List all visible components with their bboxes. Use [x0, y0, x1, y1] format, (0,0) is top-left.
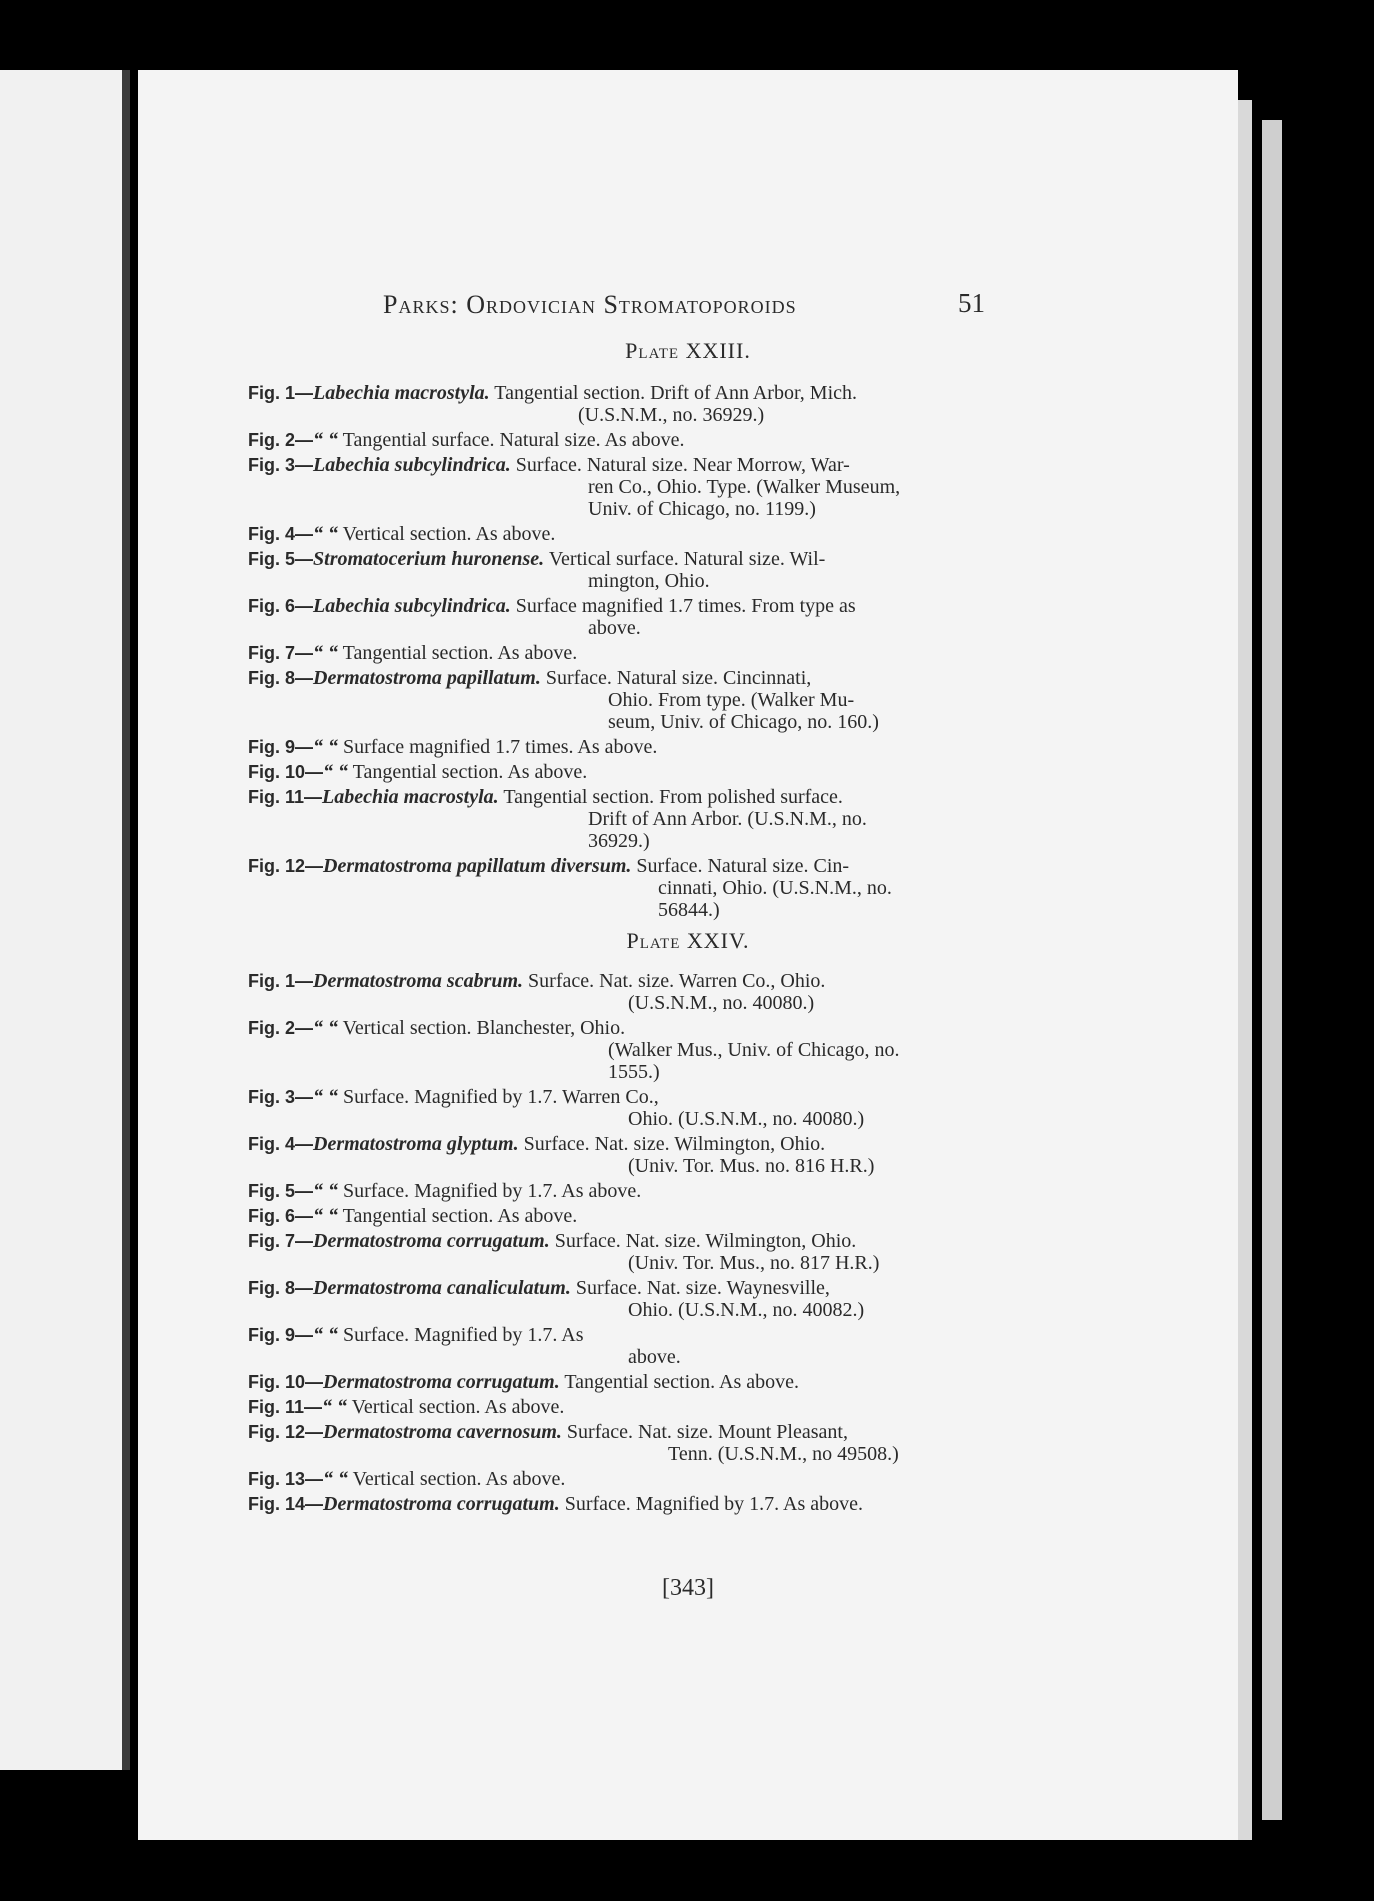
figure-label: Fig. 9— [248, 737, 314, 757]
caption-continuation: Ohio. (U.S.N.M., no. 40080.) [628, 1108, 865, 1130]
figure-caption [248, 736, 1128, 758]
caption-continuation: Ohio. From type. (Walker Mu- [608, 689, 855, 711]
figure-label: Fig. 4— [248, 524, 314, 544]
species-name: Dermatostroma cavernosum. [323, 1421, 562, 1443]
figure-caption [248, 970, 1128, 1014]
figure-caption [248, 1396, 1128, 1418]
figure-caption [248, 1230, 1128, 1274]
figure-label: Fig. 4— [248, 1134, 314, 1154]
figure-label: Fig. 6— [248, 596, 314, 616]
figure-label: Fig. 9— [248, 1325, 314, 1345]
caption-continuation: 36929.) [588, 830, 650, 852]
figure-caption [248, 523, 1128, 545]
caption-continuation: ren Co., Ohio. Type. (Walker Museum, [588, 476, 901, 498]
figure-caption [248, 429, 1128, 451]
figure-caption [248, 1017, 1128, 1083]
caption-continuation: cinnati, Ohio. (U.S.N.M., no. [658, 877, 892, 899]
species-name: Dermatostroma corrugatum. [313, 1230, 550, 1252]
caption-text: Surface. Natural size. Cin- [636, 855, 850, 877]
species-name: Dermatostroma papillatum diversum. [323, 855, 632, 877]
caption-text: Vertical section. As above. [342, 523, 556, 545]
caption-text: Surface. Nat. size. Warren Co., Ohio. [528, 970, 826, 992]
caption-continuation: (Walker Mus., Univ. of Chicago, no. [608, 1039, 900, 1061]
caption-continuation: (Univ. Tor. Mus., no. 817 H.R.) [628, 1252, 880, 1274]
caption-text: Surface. Magnified by 1.7. As above. [564, 1493, 863, 1515]
plate-xxiv-title: Plate XXIV. [626, 928, 750, 953]
caption-text: Tangential section. Drift of Ann Arbor, Mich. [494, 382, 858, 404]
figure-caption [248, 382, 1128, 426]
species-name: “ “ [313, 1180, 339, 1202]
species-name: Labechia subcylindrica. [313, 454, 511, 476]
caption-text: Surface. Natural size. Near Morrow, War- [515, 454, 850, 476]
figure-label: Fig. 1— [248, 971, 314, 991]
species-name: Dermatostroma canaliculatum. [313, 1277, 571, 1299]
species-name: “ “ [323, 761, 349, 783]
species-name: Stromatocerium huronense. [313, 548, 545, 570]
caption-continuation: seum, Univ. of Chicago, no. 160.) [608, 711, 879, 733]
caption-text: Tangential section. As above. [352, 761, 588, 783]
figure-label: Fig. 11— [248, 787, 323, 807]
page-edge [1238, 100, 1252, 1840]
figure-caption [248, 642, 1128, 664]
plate-xxiii-title: Plate XXIII. [625, 338, 751, 363]
caption-continuation: mington, Ohio. [588, 570, 710, 592]
caption-text: Surface. Magnified by 1.7. As [343, 1324, 584, 1346]
caption-text: Surface. Nat. size. Mount Pleasant, [566, 1421, 848, 1443]
caption-text: Tangential section. As above. [342, 1205, 578, 1227]
species-name: “ “ [323, 1468, 349, 1490]
species-name: “ “ [313, 429, 339, 451]
caption-text: Surface magnified 1.7 times. As above. [343, 736, 658, 758]
caption-continuation: Ohio. (U.S.N.M., no. 40082.) [628, 1299, 865, 1321]
species-name: “ “ [313, 1324, 339, 1346]
caption-continuation: Tenn. (U.S.N.M., no 49508.) [668, 1443, 899, 1465]
facing-page [0, 70, 130, 1770]
species-name: Labechia macrostyla. [313, 382, 490, 404]
species-name: “ “ [322, 1396, 348, 1418]
species-name: Labechia subcylindrica. [313, 595, 511, 617]
figure-caption [248, 786, 1128, 852]
running-head: Parks: Ordovician Stromatoporoids [383, 290, 797, 319]
figure-caption [248, 1277, 1128, 1321]
figure-caption [248, 595, 1128, 639]
caption-text: Surface magnified 1.7 times. From type as [515, 595, 856, 617]
figure-label: Fig. 6— [248, 1206, 314, 1226]
figure-label: Fig. 8— [248, 668, 314, 688]
figure-caption [248, 761, 1128, 783]
figure-caption [248, 1086, 1128, 1130]
caption-continuation: Univ. of Chicago, no. 1199.) [588, 498, 816, 520]
bracket-page-number: [343] [662, 1575, 714, 1601]
caption-text: Vertical surface. Natural size. Wil- [548, 548, 826, 570]
figure-label: Fig. 7— [248, 1231, 314, 1251]
page-number: 51 [958, 288, 985, 318]
caption-continuation: 1555.) [608, 1061, 660, 1083]
species-name: Labechia macrostyla. [322, 786, 499, 808]
caption-continuation: (U.S.N.M., no. 40080.) [628, 992, 815, 1014]
figure-label: Fig. 10— [248, 762, 324, 782]
species-name: “ “ [313, 523, 339, 545]
species-name: Dermatostroma papillatum. [313, 667, 541, 689]
figure-label: Fig. 2— [248, 430, 314, 450]
figure-caption [248, 855, 1128, 921]
figure-caption [248, 1133, 1128, 1177]
figure-caption [248, 1180, 1128, 1202]
caption-text: Tangential section. As above. [342, 642, 578, 664]
caption-text: Vertical section. As above. [351, 1396, 565, 1418]
figure-label: Fig. 12— [248, 856, 324, 876]
caption-continuation: Drift of Ann Arbor. (U.S.N.M., no. [588, 808, 867, 830]
figure-label: Fig. 5— [248, 549, 314, 569]
caption-text: Surface. Magnified by 1.7. As above. [343, 1180, 642, 1202]
figure-label: Fig. 12— [248, 1422, 324, 1442]
species-name: “ “ [313, 736, 339, 758]
species-name: “ “ [313, 1017, 339, 1039]
figure-label: Fig. 5— [248, 1181, 314, 1201]
species-name: Dermatostroma corrugatum. [323, 1371, 560, 1393]
species-name: Dermatostroma glyptum. [313, 1133, 519, 1155]
species-name: “ “ [313, 1205, 339, 1227]
figure-caption [248, 1468, 1128, 1490]
species-name: “ “ [313, 1086, 339, 1108]
figure-caption [248, 1493, 1128, 1515]
caption-continuation: above. [628, 1346, 681, 1368]
caption-text: Surface. Nat. size. Waynesville, [575, 1277, 830, 1299]
book-page [138, 70, 1238, 1840]
figure-label: Fig. 14— [248, 1494, 324, 1514]
figure-label: Fig. 2— [248, 1018, 314, 1038]
caption-text: Vertical section. As above. [352, 1468, 566, 1490]
figure-label: Fig. 8— [248, 1278, 314, 1298]
caption-text: Tangential surface. Natural size. As above. [342, 429, 685, 451]
caption-continuation: above. [588, 617, 641, 639]
caption-continuation: (Univ. Tor. Mus. no. 816 H.R.) [628, 1155, 875, 1177]
figure-caption [248, 1371, 1128, 1393]
caption-text: Tangential section. From polished surface. [503, 786, 843, 808]
figure-caption [248, 1421, 1128, 1465]
species-name: Dermatostroma scabrum. [313, 970, 524, 992]
figure-caption [248, 1324, 1128, 1368]
caption-text: Surface. Magnified by 1.7. Warren Co., [343, 1086, 659, 1108]
page-header [138, 278, 1238, 318]
species-name: Dermatostroma corrugatum. [323, 1493, 560, 1515]
figure-caption [248, 548, 1128, 592]
figure-label: Fig. 13— [248, 1469, 324, 1489]
figure-label: Fig. 3— [248, 455, 314, 475]
caption-text: Vertical section. Blanchester, Ohio. [342, 1017, 626, 1039]
figure-label: Fig. 11— [248, 1397, 323, 1417]
page-edge [1262, 120, 1282, 1820]
figure-caption [248, 454, 1128, 520]
figure-label: Fig. 7— [248, 643, 314, 663]
figure-caption [248, 667, 1128, 733]
figure-label: Fig. 1— [248, 383, 314, 403]
figure-caption [248, 1205, 1128, 1227]
caption-continuation: (U.S.N.M., no. 36929.) [578, 404, 765, 426]
caption-text: Surface. Natural size. Cincinnati, [545, 667, 812, 689]
figure-label: Fig. 3— [248, 1087, 314, 1107]
figure-label: Fig. 10— [248, 1372, 324, 1392]
caption-continuation: 56844.) [658, 899, 720, 921]
species-name: “ “ [313, 642, 339, 664]
caption-text: Tangential section. As above. [564, 1371, 800, 1393]
caption-text: Surface. Nat. size. Wilmington, Ohio. [554, 1230, 857, 1252]
caption-text: Surface. Nat. size. Wilmington, Ohio. [523, 1133, 826, 1155]
